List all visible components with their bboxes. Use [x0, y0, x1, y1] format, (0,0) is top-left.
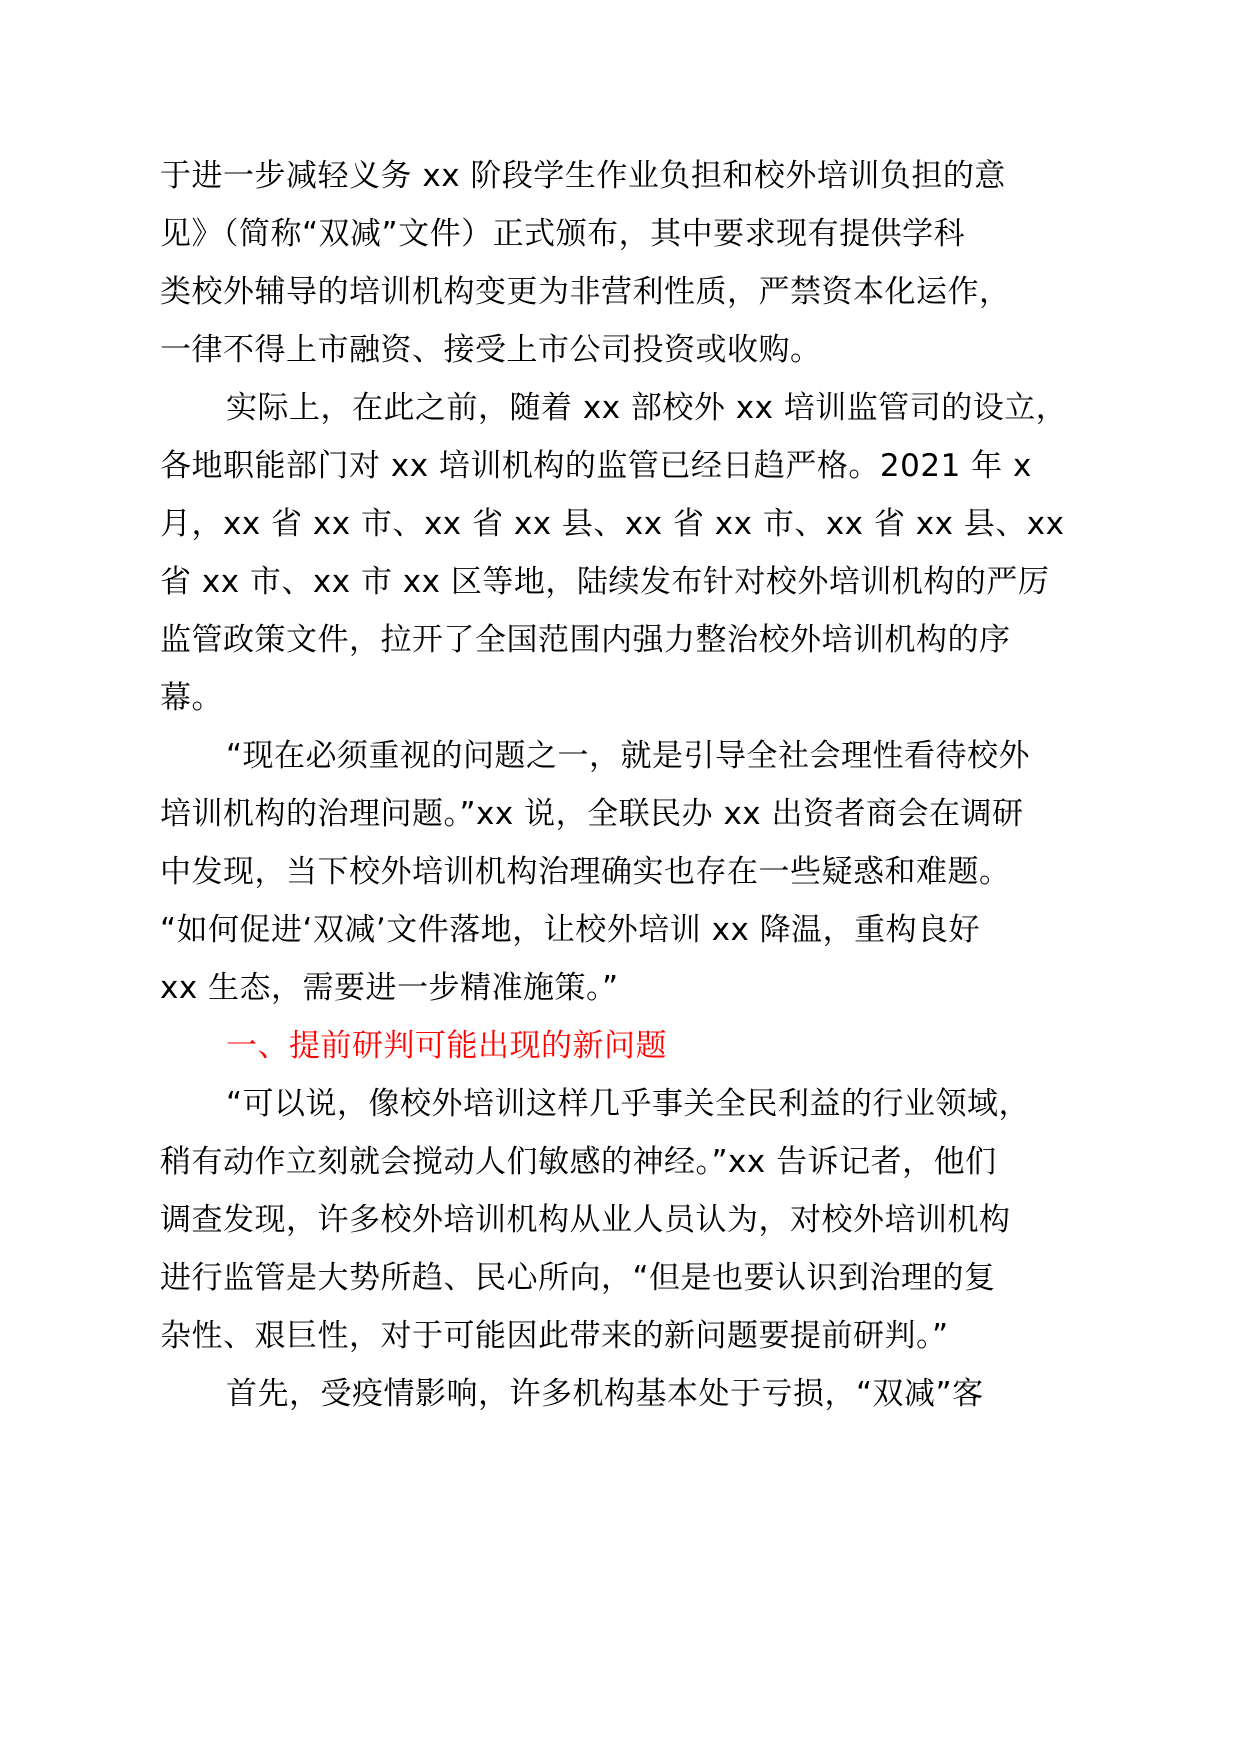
text-line: 月，xx 省 xx 市、xx 省 xx 县、xx 省 xx 市、xx 省 xx 县、xx	[160, 506, 1065, 542]
paragraph-start-line: “可以说，像校外培训这样几乎事关全民利益的行业领域，	[226, 1086, 1031, 1122]
text-line: 各地职能部门对 xx 培训机构的监管已经日趋严格。2021 年 x	[160, 448, 1032, 484]
text-line: “如何促进‘双减’文件落地，让校外培训 xx 降温，重构良好	[160, 912, 981, 948]
text-line: 见》（简称“双减”文件）正式颁布，其中要求现有提供学科	[160, 216, 966, 252]
section-heading: 一、提前研判可能出现的新问题	[226, 1028, 667, 1064]
text-line: 杂性、艰巨性，对于可能因此带来的新问题要提前研判。”	[160, 1318, 949, 1354]
text-line: 于进一步减轻义务 xx 阶段学生作业负担和校外培训负担的意	[160, 158, 1006, 194]
text-line: 培训机构的治理问题。”xx 说，全联民办 xx 出资者商会在调研	[160, 796, 1024, 832]
text-line: 调查发现，许多校外培训机构从业人员认为，对校外培训机构	[160, 1202, 1011, 1238]
paragraph-start-line: 实际上，在此之前，随着 xx 部校外 xx 培训监管司的设立，	[226, 390, 1068, 426]
text-line: 省 xx 市、xx 市 xx 区等地，陆续发布针对校外培训机构的严厉	[160, 564, 1050, 600]
text-line: 稍有动作立刻就会搅动人们敏感的神经。”xx 告诉记者，他们	[160, 1144, 997, 1180]
text-line: 一律不得上市融资、接受上市公司投资或收购。	[160, 332, 822, 368]
text-line: 幕。	[160, 680, 223, 716]
paragraph-start-line: “现在必须重视的问题之一，就是引导全社会理性看待校外	[226, 738, 1031, 774]
text-line: 监管政策文件，拉开了全国范围内强力整治校外培训机构的序	[160, 622, 1011, 658]
paragraph-start-line: 首先，受疫情影响，许多机构基本处于亏损，“双减”客	[226, 1376, 984, 1412]
text-line: 中发现，当下校外培训机构治理确实也存在一些疑惑和难题。	[160, 854, 1011, 890]
text-line: 进行监管是大势所趋、民心所向，“但是也要认识到治理的复	[160, 1260, 996, 1296]
text-line: 类校外辅导的培训机构变更为非营利性质，严禁资本化运作，	[160, 274, 1011, 310]
text-line: xx 生态，需要进一步精准施策。”	[160, 970, 619, 1006]
